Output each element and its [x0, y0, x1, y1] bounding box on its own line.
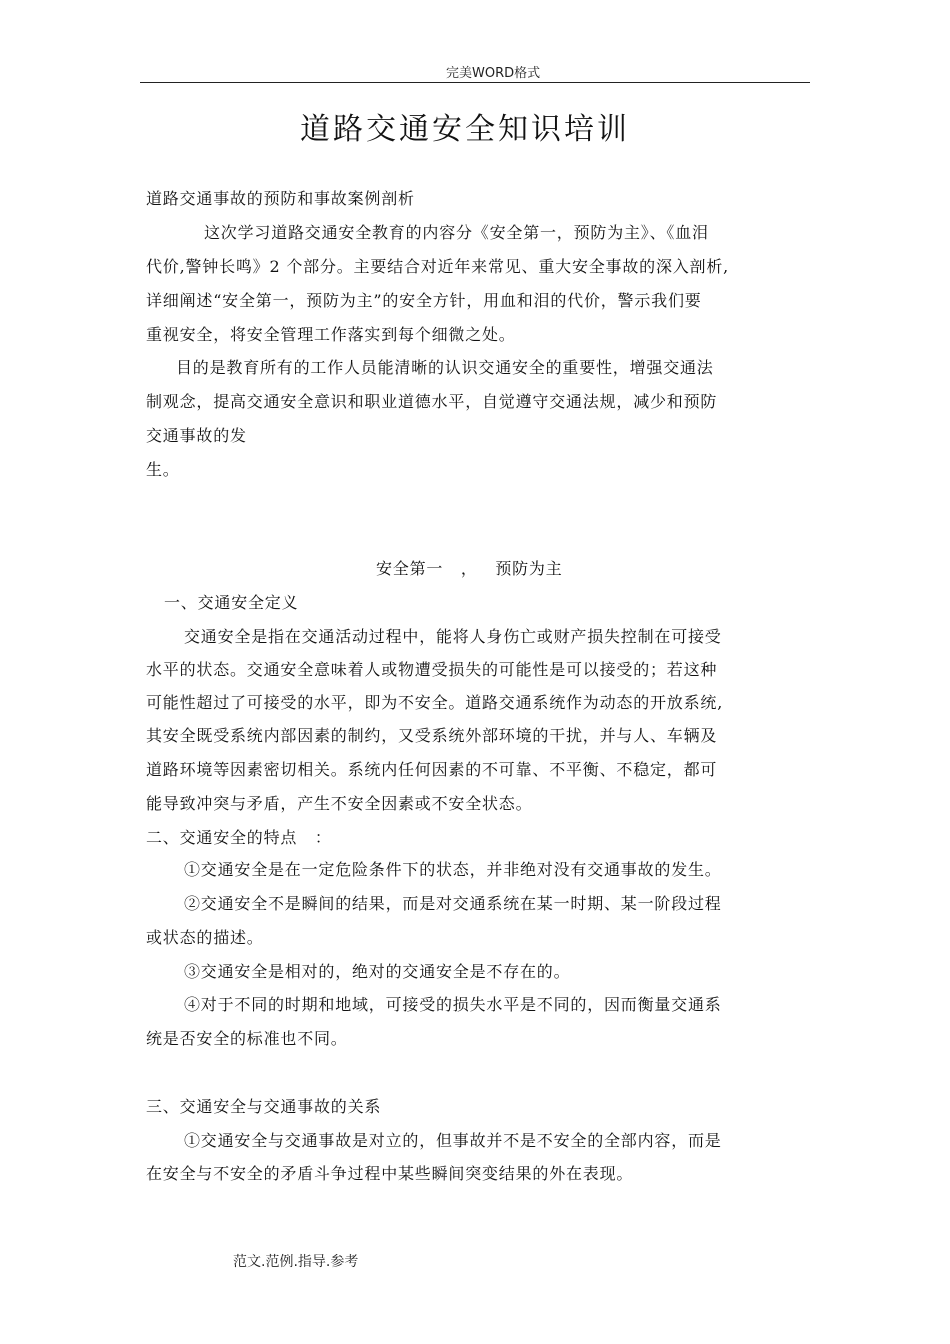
intro-line: 目的是教育所有的工作人员能清晰的认识交通安全的重要性，增强交通法	[176, 358, 714, 377]
header-rule	[140, 82, 810, 83]
body-line: 道路环境等因素密切相关。系统内任何因素的不可靠、不平衡、不稳定，都可	[146, 760, 718, 779]
body-line: 在安全与不安全的矛盾斗争过程中某些瞬间突变结果的外在表现。	[146, 1164, 634, 1183]
section-heading: 三、交通安全与交通事故的关系	[146, 1097, 382, 1116]
body-line: 水平的状态。交通安全意味着人或物遭受损失的可能性是可以接受的；若这种	[146, 660, 718, 679]
section-title: 安全第一 ， 预防为主	[376, 559, 563, 578]
body-line: 可能性超过了可接受的水平，即为不安全。道路交通系统作为动态的开放系统,	[146, 693, 724, 712]
intro-line: 这次学习道路交通安全教育的内容分《安全第一，预防为主》、《血泪	[204, 223, 709, 242]
body-line: 或状态的描述。	[146, 928, 264, 947]
subtitle: 道路交通事故的预防和事故案例剖析	[146, 189, 415, 208]
body-line: ③交通安全是相对的，绝对的交通安全是不存在的。	[184, 962, 571, 981]
body-line: ①交通安全与交通事故是对立的，但事故并不是不安全的全部内容，而是	[184, 1131, 722, 1150]
body-line: ②交通安全不是瞬间的结果，而是对交通系统在某一时期、某一阶段过程	[184, 894, 722, 913]
page-footer: 范文.范例.指导.参考	[233, 1254, 359, 1270]
body-line: 其安全既受系统内部因素的制约，又受系统外部环境的干扰，并与人、车辆及	[146, 726, 718, 745]
body-line: ④对于不同的时期和地域，可接受的损失水平是不同的，因而衡量交通系	[184, 995, 722, 1014]
intro-line: 制观念，提高交通安全意识和职业道德水平，自觉遵守交通法规，减少和预防	[146, 392, 718, 411]
body-line: 交通安全是指在交通活动过程中，能将人身伤亡或财产损失控制在可接受	[184, 627, 722, 646]
intro-line: 重视安全，将安全管理工作落实到每个细微之处。	[146, 325, 516, 344]
body-line: 能导致冲突与矛盾，产生不安全因素或不安全状态。	[146, 794, 533, 813]
intro-line: 代价,警钟长鸣》2 个部分。主要结合对近年来常见、重大安全事故的深入剖析,	[146, 257, 730, 276]
intro-line: 详细阐述“安全第一，预防为主”的安全方针，用血和泪的代价，警示我们要	[146, 291, 702, 310]
body-line: ①交通安全是在一定危险条件下的状态，并非绝对没有交通事故的发生。	[184, 860, 722, 879]
intro-line: 生。	[146, 460, 180, 479]
intro-line: 交通事故的发	[146, 426, 247, 445]
page-header: 完美WORD格式	[446, 66, 541, 81]
section-heading: 一、交通安全定义	[164, 593, 299, 612]
document-title: 道路交通安全知识培训	[300, 112, 630, 147]
section-heading: 二、交通安全的特点 ：	[146, 828, 332, 847]
body-line: 统是否安全的标准也不同。	[146, 1029, 348, 1048]
